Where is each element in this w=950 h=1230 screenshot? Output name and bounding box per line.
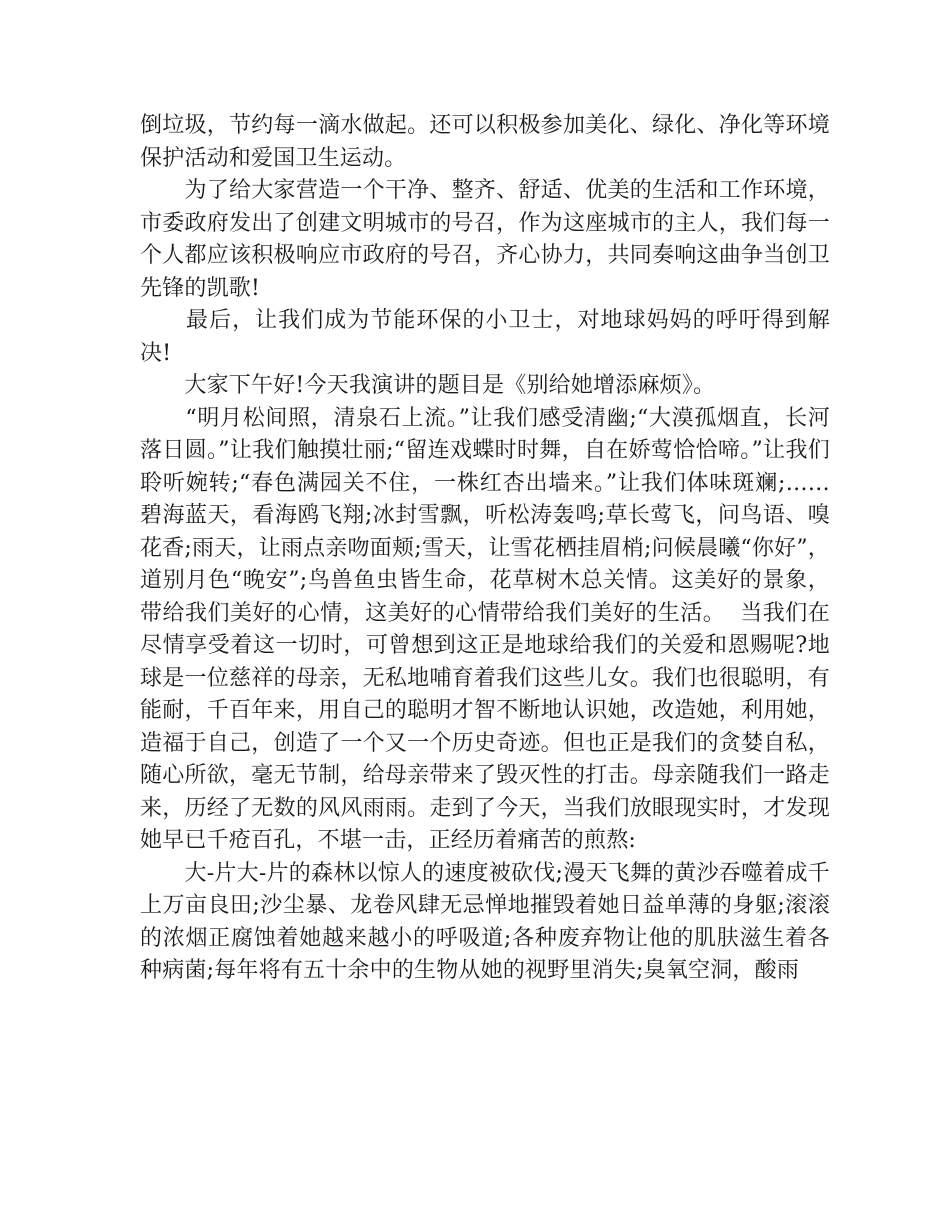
paragraph-2: 为了给大家营造一个干净、整齐、舒适、优美的生活和工作环境，市委政府发出了创建文明城市的号召，作为这座城市的主人，我们每一个人都应该积极响应市政府的号召，齐心协力，共同奏响这曲争当创卫先锋的凯歌! <box>140 178 830 301</box>
paragraph-3: 最后，让我们成为节能环保的小卫士，对地球妈妈的呼吁得到解决! <box>140 308 830 366</box>
document-body <box>140 110 830 988</box>
paragraph-1: 倒垃圾，节约每一滴水做起。还可以积极参加美化、绿化、净化等环境保护活动和爱国卫生运动。 <box>140 113 830 171</box>
paragraph-5: “明月松间照，清泉石上流。”让我们感受清幽;“大漠孤烟直，长河落日圆。”让我们触摸壮丽;“留连戏蝶时时舞，自在娇莺恰恰啼。”让我们聆听婉转;“春色满园关不住，一株红杏出墙来。”让我们体味斑斓;……碧海蓝天，看海鸥飞翔;冰封雪飘，听松涛轰鸣;草长莺飞，问鸟语、嗅花香;雨天，让雨点亲吻面颊;雪天，让雪花栖挂眉梢;问候晨曦“你好”，道别月色“晚安”;鸟兽鱼虫皆生命，花草树木总关情。这美好的景象，带给我们美好的心情，这美好的心情带给我们美好的生活。 当我们在尽情享受着这一切时，可曾想到这正是地球给我们的关爱和恩赐呢?地球是一位慈祥的母亲，无私地哺育着我们这些儿女。我们也很聪明，有能耐，千百年来，用自己的聪明才智不断地认识她，改造她，利用她，造福于自己，创造了一个又一个历史奇迹。但也正是我们的贪婪自私，随心所欲，毫无节制，给母亲带来了毁灭性的打击。母亲随我们一路走来，历经了无数的风风雨雨。走到了今天，当我们放眼现实时，才发现她早已千疮百孔，不堪一击，正经历着痛苦的煎熬: <box>140 405 830 853</box>
paragraph-4: 大家下午好!今天我演讲的题目是《别给她增添麻烦》。 <box>140 373 716 398</box>
paragraph-6: 大-片大-片的森林以惊人的速度被砍伐;漫天飞舞的黄沙吞噬着成千上万亩良田;沙尘暴、龙卷风肆无忌惮地摧毁着她日益单薄的身躯;滚滚的浓烟正腐蚀着她越来越小的呼吸道;各种废弃物让他的肌肤滋生着各种病菌;每年将有五十余中的生物从她的视野里消失;臭氧空洞，酸雨 <box>140 860 830 983</box>
